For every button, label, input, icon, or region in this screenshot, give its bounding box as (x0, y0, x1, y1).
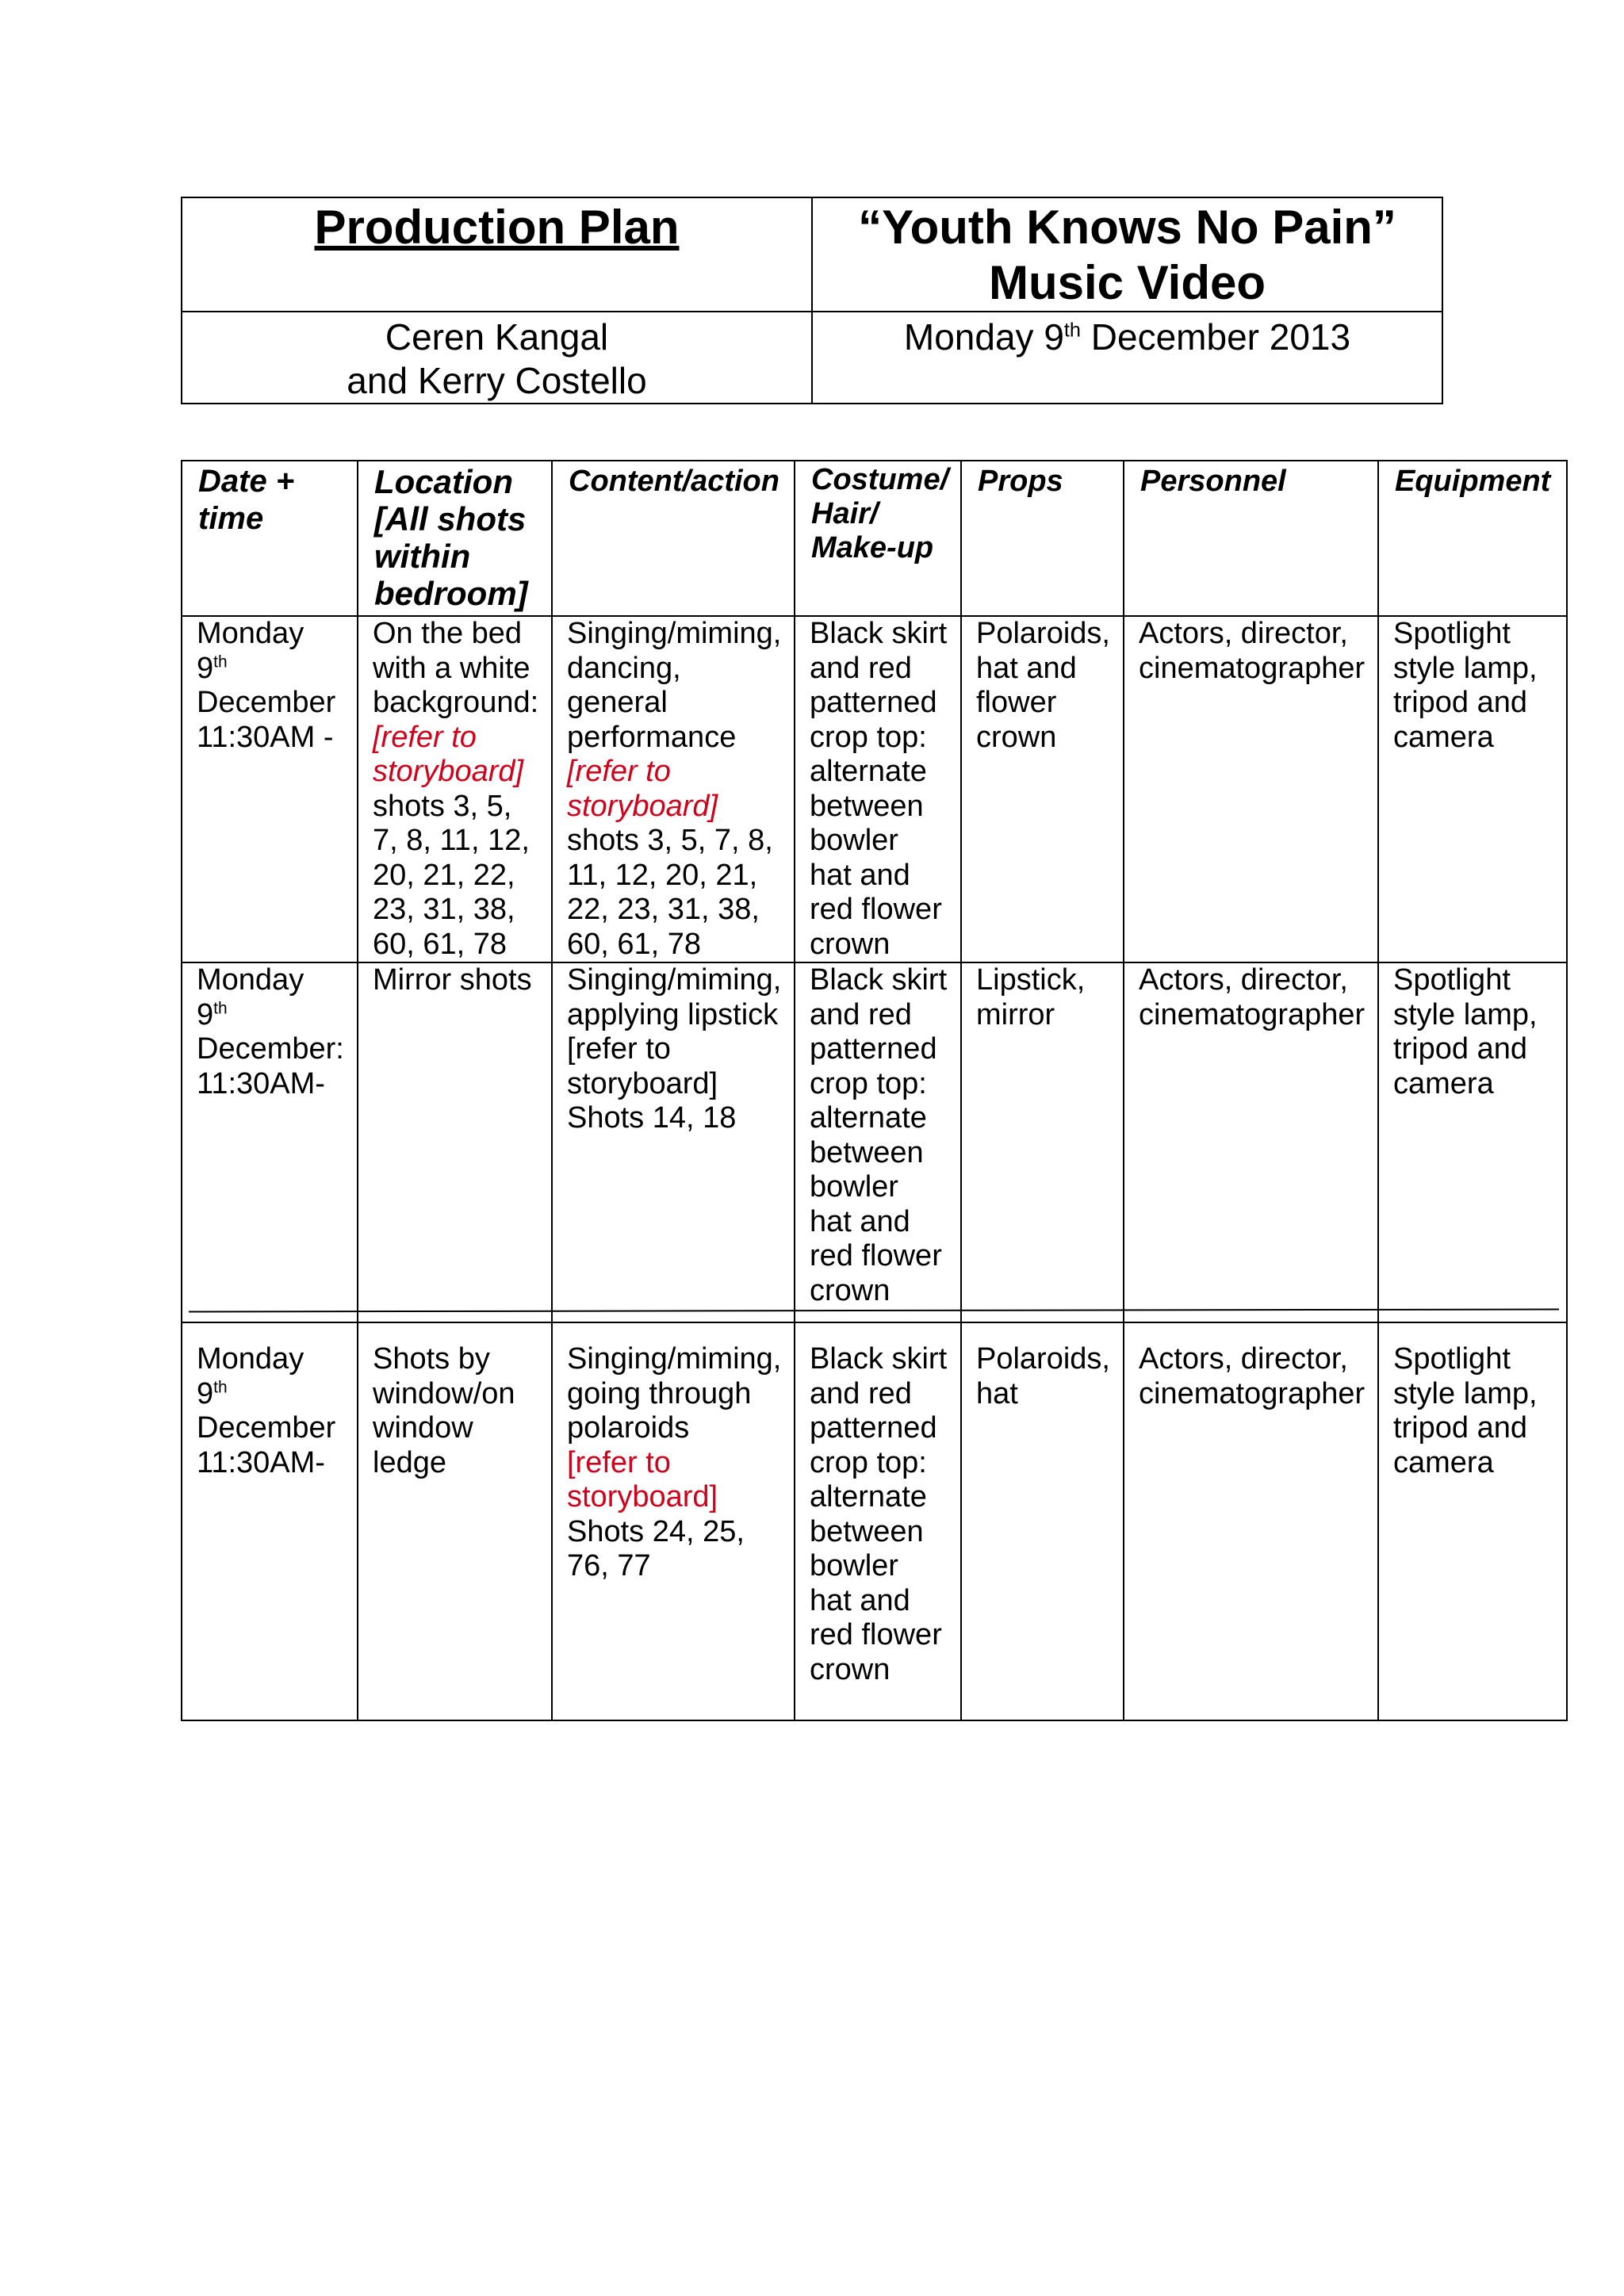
table-row (182, 1322, 1567, 1720)
cell-text-line: hat and (810, 1583, 910, 1617)
cell-text-line: Polaroids, (976, 617, 1110, 650)
cell-text-line: window (373, 1411, 473, 1445)
date-cell (812, 312, 1442, 404)
cell-equipment (1378, 962, 1567, 1322)
col-header-props: Props (961, 461, 1124, 616)
cell-text-line: Shots 14, 18 (567, 1101, 737, 1135)
cell-text-line: Actors, director, (1139, 1342, 1348, 1376)
plan-title-cell (182, 197, 812, 312)
date-suffix: December 2013 (1081, 316, 1351, 358)
cell-text-line: [refer to (567, 1032, 671, 1066)
cell-text-line: Mirror shots (373, 963, 532, 997)
cell-date: Monday 9th December 11:30AM - (182, 616, 358, 962)
cell-text-line: patterned (810, 1032, 937, 1066)
cell-text-line: crop top: (810, 1445, 927, 1479)
cell-equipment (1378, 616, 1567, 962)
date-prefix: Monday 9 (903, 316, 1064, 358)
cell-text-line: and red (810, 997, 912, 1031)
cell-text-line: hat and (810, 858, 910, 892)
cell-text-line: tripod and (1393, 1411, 1528, 1445)
cell-text-line: red flower (810, 1239, 942, 1272)
cell-text-line: alternate (810, 1480, 927, 1513)
cell-text-line: camera (1393, 1066, 1494, 1100)
col-header-costume: Costume/ Hair/ Make-up (795, 461, 961, 616)
col-header-personnel: Personnel (1124, 461, 1378, 616)
cell-location (358, 962, 552, 1322)
cell-text-line: crown (810, 1273, 891, 1307)
storyboard-reference: storyboard] (567, 1480, 718, 1513)
storyboard-reference: storyboard] (373, 755, 524, 788)
cell-text-line: Actors, director, (1139, 617, 1348, 650)
cell-personnel (1124, 962, 1378, 1322)
col-header-equipment: Equipment (1378, 461, 1567, 616)
storyboard-reference: storyboard] (567, 789, 718, 823)
cell-personnel (1124, 616, 1378, 962)
cell-content: Singing/miming, going through polaroids [refer to storyboard] Shots 24, 25, 76, 77 (552, 1322, 795, 1720)
cell-text-line: cinematographer (1139, 997, 1365, 1031)
cell-text-line: hat (976, 1376, 1018, 1410)
col-header-content: Content/action (552, 461, 795, 616)
cell-personnel (1124, 1322, 1378, 1720)
cell-text-line: Spotlight (1393, 617, 1511, 650)
cell-props (961, 962, 1124, 1322)
cell-text-line: hat and (810, 1204, 910, 1238)
cell-text-line: between (810, 1135, 924, 1169)
header-table (181, 197, 1443, 404)
col-header-date: Date + time (182, 461, 358, 616)
authors-line2: and Kerry Costello (347, 360, 647, 401)
cell-text-line: red flower (810, 893, 942, 926)
cell-text-line: and red (810, 651, 912, 685)
cell-equipment (1378, 1322, 1567, 1720)
video-title-line1: “Youth Knows No Pain” (858, 201, 1396, 254)
cell-text-line: Spotlight (1393, 963, 1511, 997)
cell-text-line: crown (810, 927, 891, 961)
cell-text-line: alternate (810, 1101, 927, 1135)
cell-text-line: Actors, director, (1139, 963, 1348, 997)
storyboard-reference: [refer to (373, 720, 477, 754)
video-title-cell (812, 197, 1442, 312)
cell-text-line: Spotlight (1393, 1342, 1511, 1376)
cell-text-line: crown (976, 720, 1057, 754)
cell-text-line: storyboard] (567, 1066, 718, 1100)
cell-text-line: hat and (976, 651, 1077, 685)
cell-text-line: crown (810, 1652, 891, 1686)
cell-text-line: tripod and (1393, 686, 1528, 719)
cell-text-line: Lipstick, (976, 963, 1086, 997)
cell-costume (795, 1322, 961, 1720)
cell-text-line: Shots by (373, 1342, 490, 1376)
cell-text-line: patterned (810, 1411, 937, 1445)
table-row (182, 616, 1567, 962)
cell-text-line: style lamp, (1393, 1376, 1538, 1410)
cell-text-line: Black skirt (810, 617, 948, 650)
cell-location (358, 1322, 552, 1720)
cell-costume (795, 962, 961, 1322)
table-row (182, 962, 1567, 1322)
schedule-table (181, 460, 1568, 1721)
cell-text-line: Polaroids, (976, 1342, 1110, 1376)
date-sup: th (1063, 319, 1082, 342)
cell-text-line: applying lipstick (567, 997, 779, 1031)
cell-content (552, 962, 795, 1322)
authors-cell (182, 312, 812, 404)
cell-location: On the bed with a white background: [refer to storyboard] shots 3, 5, 7, 8, 11, 12, 20, 21, 22, 23, 31, 38, 60, 61, 78 (358, 616, 552, 962)
storyboard-reference: [refer to (567, 755, 671, 788)
cell-text-line: Black skirt (810, 963, 948, 997)
cell-text-line: crop top: (810, 1066, 927, 1100)
cell-text-line: camera (1393, 720, 1494, 754)
cell-text-line: Singing/miming, (567, 963, 782, 997)
cell-date: Monday 9th December 11:30AM- (182, 1322, 358, 1720)
cell-text-line: camera (1393, 1445, 1494, 1479)
cell-text-line: alternate (810, 755, 927, 788)
cell-text-line: bowler (810, 1170, 898, 1203)
authors-line1: Ceren Kangal (385, 316, 609, 358)
cell-text-line: flower (976, 686, 1057, 719)
cell-text-line: mirror (976, 997, 1055, 1031)
cell-text-line: Black skirt (810, 1342, 948, 1376)
cell-date: Monday 9th December: 11:30AM- (182, 962, 358, 1322)
schedule-header-row (182, 461, 1567, 616)
cell-props (961, 616, 1124, 962)
cell-props (961, 1322, 1124, 1720)
cell-text-line: tripod and (1393, 1032, 1528, 1066)
cell-text-line: bowler (810, 824, 898, 857)
cell-text-line: style lamp, (1393, 997, 1538, 1031)
cell-text-line: window/on (373, 1376, 515, 1410)
cell-text-line: between (810, 789, 924, 823)
cell-text-line: red flower (810, 1618, 942, 1651)
storyboard-reference: [refer to (567, 1445, 671, 1479)
cell-text-line: style lamp, (1393, 651, 1538, 685)
cell-text-line: cinematographer (1139, 1376, 1365, 1410)
cell-text-line: crop top: (810, 720, 927, 754)
cell-text-line: ledge (373, 1445, 446, 1479)
cell-text-line: patterned (810, 686, 937, 719)
video-title-line2: Music Video (989, 256, 1266, 309)
cell-text-line: between (810, 1514, 924, 1548)
cell-costume (795, 616, 961, 962)
col-header-location: Location [All shots within bedroom] (358, 461, 552, 616)
plan-title: Production Plan (314, 201, 680, 254)
cell-text-line: and red (810, 1376, 912, 1410)
cell-text-line: cinematographer (1139, 651, 1365, 685)
cell-content: Singing/miming, dancing, general performance [refer to storyboard] shots 3, 5, 7, 8, 11, 12, 20, 21, 22, 23, 31, 38, 60, 61, 78 (552, 616, 795, 962)
cell-text-line: bowler (810, 1549, 898, 1582)
